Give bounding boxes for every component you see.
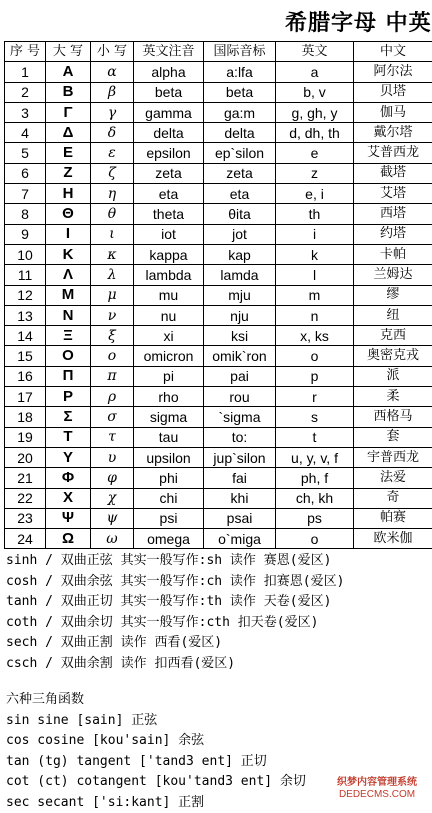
cell-chinese: 艾普西龙: [354, 143, 432, 163]
cell-lowercase: ξ: [91, 326, 134, 346]
cell-ipa: ksi: [204, 326, 276, 346]
cell-english-name: nu: [134, 305, 204, 325]
cell-ipa: lamda: [204, 265, 276, 285]
cell-english: a: [276, 62, 354, 82]
cell-uppercase: Τ: [46, 427, 91, 447]
cell-chinese: 派: [354, 366, 432, 386]
cell-lowercase: ζ: [91, 163, 134, 183]
cell-uppercase: Ρ: [46, 387, 91, 407]
cell-index: 2: [5, 82, 46, 102]
cell-english-name: pi: [134, 366, 204, 386]
cell-english-name: xi: [134, 326, 204, 346]
trig-line: sin sine [sain] 正弦: [6, 712, 158, 728]
cell-english: ph, f: [276, 468, 354, 488]
cell-chinese: 西格马: [354, 407, 432, 427]
hyperbolic-line: coth / 双曲余切 其实一般写作:cth 扣天卷(爱区): [6, 614, 319, 630]
cell-english: k: [276, 244, 354, 264]
cell-ipa: θita: [204, 204, 276, 224]
cell-ipa: eta: [204, 184, 276, 204]
cell-lowercase: β: [91, 82, 134, 102]
watermark-line1: 织梦内容管理系统: [337, 777, 417, 788]
cell-uppercase: Ω: [46, 529, 91, 549]
cell-uppercase: Ι: [46, 224, 91, 244]
trig-line: cos cosine [kou'sain] 余弦: [6, 733, 205, 748]
header-english: 英文: [276, 42, 354, 62]
cell-ipa: to:: [204, 427, 276, 447]
cell-ipa: pai: [204, 366, 276, 386]
hyperbolic-line: cosh / 双曲余弦 其实一般写作:ch 读作 扣赛恩(爱区): [6, 573, 345, 589]
cell-chinese: 贝塔: [354, 82, 432, 102]
trig-line: tan (tg) tangent ['tand3 ent] 正切: [6, 753, 267, 769]
cell-english: ps: [276, 508, 354, 528]
cell-chinese: 阿尔法: [354, 62, 432, 82]
cell-chinese: 西塔: [354, 204, 432, 224]
hyperbolic-line: csch / 双曲余割 读作 扣西看(爱区): [6, 655, 236, 671]
cell-english: s: [276, 407, 354, 427]
cell-english-name: theta: [134, 204, 204, 224]
cell-index: 5: [5, 143, 46, 163]
table-body: [5, 62, 432, 549]
cell-chinese: 克西: [354, 326, 432, 346]
cell-ipa: omik`ron: [204, 346, 276, 366]
table-row: [5, 326, 432, 346]
cell-index: 13: [5, 305, 46, 325]
cell-ipa: psai: [204, 508, 276, 528]
table-row: [5, 346, 432, 366]
cell-english: i: [276, 224, 354, 244]
cell-index: 12: [5, 285, 46, 305]
cell-english: z: [276, 163, 354, 183]
cell-index: 23: [5, 508, 46, 528]
cell-english: m: [276, 285, 354, 305]
cell-english: x, ks: [276, 326, 354, 346]
cell-ipa: rou: [204, 387, 276, 407]
cell-english: d, dh, th: [276, 123, 354, 143]
trig-line: cot (ct) cotangent [kou'tand3 ent] 余切: [6, 774, 306, 789]
table-row: [5, 427, 432, 447]
cell-chinese: 兰姆达: [354, 265, 432, 285]
trig-heading: 六种三角函数: [6, 692, 85, 707]
page-title: 希腊字母 中英: [285, 10, 432, 36]
watermark-line2: DEDECMS.COM: [338, 789, 416, 800]
cell-english: n: [276, 305, 354, 325]
cell-lowercase: γ: [91, 102, 134, 122]
cell-uppercase: Σ: [46, 407, 91, 427]
cell-english-name: lambda: [134, 265, 204, 285]
hyperbolic-line: sech / 双曲正割 读作 西看(爱区): [6, 635, 223, 650]
cell-uppercase: Υ: [46, 447, 91, 467]
table-row: [5, 244, 432, 264]
cell-uppercase: Κ: [46, 244, 91, 264]
cell-uppercase: Ε: [46, 143, 91, 163]
cell-ipa: jup`silon: [204, 447, 276, 467]
cell-uppercase: Μ: [46, 285, 91, 305]
cell-uppercase: Ζ: [46, 163, 91, 183]
hyperbolic-line: sinh / 双曲正弦 其实一般写作:sh 读作 赛恩(爱区): [6, 553, 332, 568]
table-row: [5, 468, 432, 488]
cell-english: u, y, v, f: [276, 447, 354, 467]
cell-english-name: epsilon: [134, 143, 204, 163]
cell-uppercase: Λ: [46, 265, 91, 285]
table-row: [5, 265, 432, 285]
cell-chinese: 伽马: [354, 102, 432, 122]
cell-ipa: zeta: [204, 163, 276, 183]
header-index: 序 号: [5, 42, 46, 62]
cell-lowercase: ο: [91, 346, 134, 366]
cell-english-name: gamma: [134, 102, 204, 122]
cell-uppercase: Ο: [46, 346, 91, 366]
cell-lowercase: χ: [91, 488, 134, 508]
cell-english-name: iot: [134, 224, 204, 244]
cell-english: g, gh, y: [276, 102, 354, 122]
cell-lowercase: υ: [91, 447, 134, 467]
table-row: [5, 529, 432, 549]
trig-line: sec secant ['si:kant] 正割: [6, 794, 205, 810]
table-row: [5, 508, 432, 528]
cell-chinese: 奥密克戎: [354, 346, 432, 366]
table-row: [5, 305, 432, 325]
cell-lowercase: θ: [91, 204, 134, 224]
cell-english: ch, kh: [276, 488, 354, 508]
page-title-bar: [0, 0, 432, 40]
table-row: [5, 163, 432, 183]
table-row: [5, 488, 432, 508]
cell-lowercase: π: [91, 366, 134, 386]
cell-english-name: omega: [134, 529, 204, 549]
table-row: [5, 184, 432, 204]
cell-ipa: `sigma: [204, 407, 276, 427]
cell-chinese: 艾塔: [354, 184, 432, 204]
table-row: [5, 366, 432, 386]
cell-uppercase: Π: [46, 366, 91, 386]
cell-ipa: ep`silon: [204, 143, 276, 163]
table-row: [5, 143, 432, 163]
cell-english: e, i: [276, 184, 354, 204]
cell-lowercase: μ: [91, 285, 134, 305]
cell-index: 14: [5, 326, 46, 346]
cell-ipa: kap: [204, 244, 276, 264]
cell-uppercase: Ψ: [46, 508, 91, 528]
cell-uppercase: Ν: [46, 305, 91, 325]
cell-index: 15: [5, 346, 46, 366]
cell-lowercase: ι: [91, 224, 134, 244]
cell-english: o: [276, 346, 354, 366]
cell-english-name: tau: [134, 427, 204, 447]
cell-english-name: chi: [134, 488, 204, 508]
cell-lowercase: τ: [91, 427, 134, 447]
cell-english: r: [276, 387, 354, 407]
cell-ipa: mju: [204, 285, 276, 305]
table-row: [5, 387, 432, 407]
cell-lowercase: δ: [91, 123, 134, 143]
cell-uppercase: Γ: [46, 102, 91, 122]
cell-lowercase: λ: [91, 265, 134, 285]
cell-index: 22: [5, 488, 46, 508]
cell-english-name: beta: [134, 82, 204, 102]
cell-english-name: sigma: [134, 407, 204, 427]
greek-alphabet-table: [4, 41, 432, 549]
cell-index: 10: [5, 244, 46, 264]
cell-uppercase: Θ: [46, 204, 91, 224]
cell-uppercase: Η: [46, 184, 91, 204]
cell-lowercase: η: [91, 184, 134, 204]
cell-lowercase: ω: [91, 529, 134, 549]
cell-chinese: 欧米伽: [354, 529, 432, 549]
cell-lowercase: ψ: [91, 508, 134, 528]
cell-chinese: 缪: [354, 285, 432, 305]
cell-uppercase: Φ: [46, 468, 91, 488]
cell-index: 9: [5, 224, 46, 244]
cell-lowercase: σ: [91, 407, 134, 427]
cell-ipa: khi: [204, 488, 276, 508]
cell-uppercase: Χ: [46, 488, 91, 508]
cell-index: 11: [5, 265, 46, 285]
header-chinese: 中文: [354, 42, 432, 62]
cell-index: 4: [5, 123, 46, 143]
cell-chinese: 套: [354, 427, 432, 447]
cell-ipa: nju: [204, 305, 276, 325]
cell-english-name: mu: [134, 285, 204, 305]
cell-uppercase: Δ: [46, 123, 91, 143]
cell-index: 3: [5, 102, 46, 122]
cell-chinese: 法爱: [354, 468, 432, 488]
cell-index: 6: [5, 163, 46, 183]
cell-lowercase: ρ: [91, 387, 134, 407]
cell-chinese: 戴尔塔: [354, 123, 432, 143]
cell-index: 8: [5, 204, 46, 224]
cell-english: l: [276, 265, 354, 285]
cell-english-name: rho: [134, 387, 204, 407]
cell-ipa: ga:m: [204, 102, 276, 122]
cell-english-name: upsilon: [134, 447, 204, 467]
cell-english: th: [276, 204, 354, 224]
hyperbolic-line: tanh / 双曲正切 其实一般写作:th 读作 天卷(爱区): [6, 594, 332, 609]
cell-english-name: delta: [134, 123, 204, 143]
cell-ipa: fai: [204, 468, 276, 488]
cell-english-name: phi: [134, 468, 204, 488]
cell-index: 17: [5, 387, 46, 407]
cell-chinese: 柔: [354, 387, 432, 407]
cell-english: b, v: [276, 82, 354, 102]
cell-lowercase: κ: [91, 244, 134, 264]
cell-chinese: 纽: [354, 305, 432, 325]
cell-english: p: [276, 366, 354, 386]
table-row: [5, 285, 432, 305]
cell-lowercase: φ: [91, 468, 134, 488]
header-lowercase: 小 写: [91, 42, 134, 62]
cell-index: 1: [5, 62, 46, 82]
cell-chinese: 截塔: [354, 163, 432, 183]
header-ipa: 国际音标: [204, 42, 276, 62]
cell-index: 24: [5, 529, 46, 549]
cell-chinese: 宇普西龙: [354, 447, 432, 467]
cell-lowercase: ν: [91, 305, 134, 325]
watermark: [322, 777, 432, 801]
table-row: [5, 62, 432, 82]
cell-index: 19: [5, 427, 46, 447]
cell-ipa: jot: [204, 224, 276, 244]
cell-english: e: [276, 143, 354, 163]
table-row: [5, 102, 432, 122]
cell-ipa: beta: [204, 82, 276, 102]
cell-uppercase: Ξ: [46, 326, 91, 346]
table-row: [5, 204, 432, 224]
cell-chinese: 帕赛: [354, 508, 432, 528]
table-row: [5, 407, 432, 427]
header-uppercase: 大 写: [46, 42, 91, 62]
cell-ipa: o`miga: [204, 529, 276, 549]
cell-ipa: delta: [204, 123, 276, 143]
cell-uppercase: Β: [46, 82, 91, 102]
cell-ipa: a:lfa: [204, 62, 276, 82]
cell-index: 16: [5, 366, 46, 386]
header-english-name: 英文注音: [134, 42, 204, 62]
table-row: [5, 224, 432, 244]
table-row: [5, 82, 432, 102]
cell-english-name: zeta: [134, 163, 204, 183]
cell-chinese: 卡帕: [354, 244, 432, 264]
cell-index: 20: [5, 447, 46, 467]
table-header-row: [5, 42, 432, 62]
cell-index: 7: [5, 184, 46, 204]
cell-lowercase: α: [91, 62, 134, 82]
cell-english-name: psi: [134, 508, 204, 528]
cell-english-name: eta: [134, 184, 204, 204]
cell-english: o: [276, 529, 354, 549]
cell-chinese: 约塔: [354, 224, 432, 244]
cell-index: 21: [5, 468, 46, 488]
hyperbolic-functions-list: [6, 551, 432, 674]
cell-english: t: [276, 427, 354, 447]
table-row: [5, 123, 432, 143]
cell-english-name: omicron: [134, 346, 204, 366]
cell-chinese: 奇: [354, 488, 432, 508]
table-row: [5, 447, 432, 467]
cell-english-name: alpha: [134, 62, 204, 82]
cell-lowercase: ε: [91, 143, 134, 163]
cell-index: 18: [5, 407, 46, 427]
cell-uppercase: Α: [46, 62, 91, 82]
cell-english-name: kappa: [134, 244, 204, 264]
